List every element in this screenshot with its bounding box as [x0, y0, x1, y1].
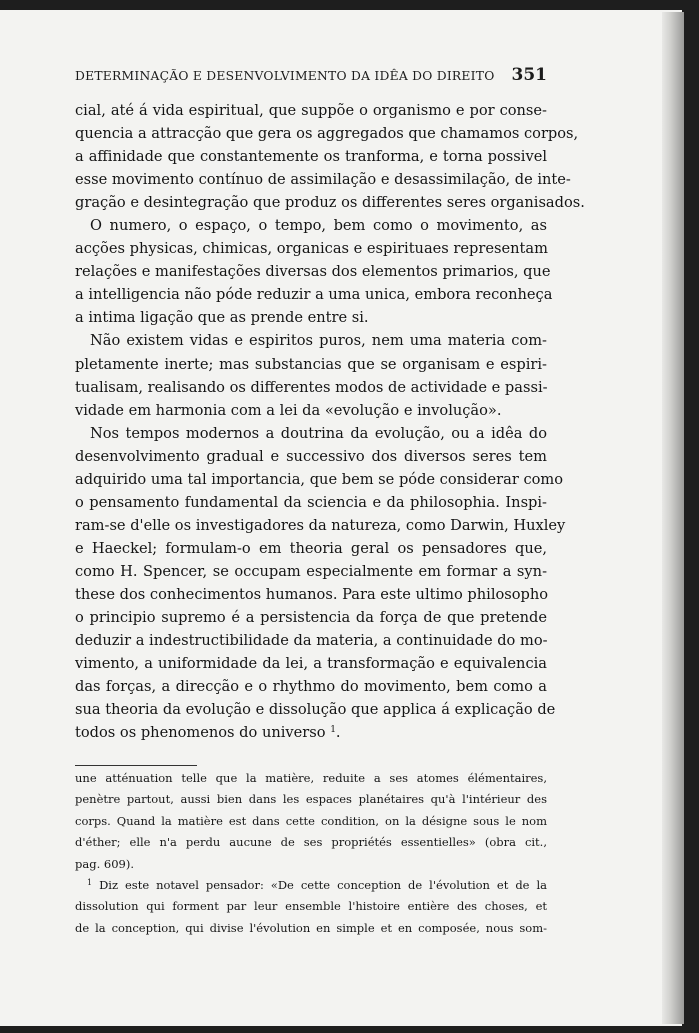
text-line: adquirido uma tal importancia, que bem se póde considerar como [75, 470, 564, 488]
footnote-line: penètre partout, aussi bien dans les espaces planétaires qu'à l'intérieur des [75, 792, 547, 807]
footnote-line: d'éther; elle n'a perdu aucune de ses propriétés essentielles» (obra cit., [75, 835, 547, 850]
footnote-rule [75, 765, 197, 766]
text-line: esse movimento contínuo de assimilação e desassimilação, de inte- [75, 171, 571, 189]
sentence-end: . [335, 724, 341, 742]
footnote-line-content: Diz este notavel pensador: «De cette conception de l'évolution et de la [99, 877, 547, 892]
text-line: sua theoria da evolução e dissolução que applica á explicação de [75, 701, 556, 719]
page-number: 351 [511, 65, 547, 85]
text-line: quencia a attracção que gera os aggregados que chamamos corpos, [75, 125, 579, 143]
text-line: acções physicas, chimicas, organicas e espirituaes representam [75, 240, 548, 258]
text-line: ram-se d'elle os investigadores da natureza, como Darwin, Huxley [75, 516, 566, 534]
text-line: relações e manifestações diversas dos elementos primarios, que [75, 263, 551, 281]
text-line: o pensamento fundamental da sciencia e da philosophia. Inspi- [75, 493, 547, 511]
footnote-line: de la conception, qui divise l'évolution en simple et en composée, nous som- [75, 920, 547, 935]
page-edge [662, 12, 684, 1024]
text-line: e Haeckel; formulam-o em theoria geral os pensadores que, [75, 539, 547, 557]
footnote-marker: 1 [87, 877, 93, 887]
text-line: das forças, a direcção e o rhythmo do movimento, bem como a [75, 678, 547, 696]
running-header [75, 66, 547, 88]
footnotes [75, 768, 547, 939]
text-line: O numero, o espaço, o tempo, bem como o movimento, as [90, 217, 547, 235]
text-line: deduzir a indestructibilidade da materia, a continuidade do mo- [75, 632, 548, 650]
footnote-line: corps. Quand la matière est dans cette condition, on la désigne sous le nom [75, 813, 547, 828]
text-line: a intima ligação que as prende entre si. [75, 309, 369, 327]
text-line: Não existem vidas e espiritos puros, nem uma materia com- [90, 332, 547, 350]
text-line: vidade em harmonia com a lei da «evolução e involução». [75, 401, 502, 419]
main-text [75, 99, 585, 744]
text-line: Nos tempos modernos a doutrina da evolução, ou a idêa do [90, 424, 547, 442]
footnote-line: pag. 609). [75, 856, 134, 871]
text-line-final [75, 721, 547, 744]
text-line: pletamente inerte; mas substancias que se organisam e espiri- [75, 355, 547, 373]
text-line: desenvolvimento gradual e successivo dos diversos seres tem [75, 447, 547, 465]
footnote-line: une atténuation telle que la matière, reduite a ses atomes élémentaires, [75, 771, 547, 785]
text-line: o principio supremo é a persistencia da força de que pretende [75, 609, 547, 627]
text-line-content: todos os phenomenos do universo [75, 724, 326, 742]
text-line: como H. Spencer, se occupam especialmente em formar a syn- [75, 562, 547, 580]
text-line: a intelligencia não póde reduzir a uma unica, embora reconheça [75, 286, 553, 304]
text-line: vimento, a uniformidade da lei, a transformação e equivalencia [75, 655, 547, 673]
text-line: these dos conhecimentos humanos. Para este ultimo philosopho [75, 585, 549, 603]
running-title: DETERMINAÇÃO E DESENVOLVIMENTO DA IDÊA DO DIREITO [75, 69, 495, 83]
text-line: cial, até á vida espiritual, que suppõe o organismo e por conse- [75, 102, 547, 119]
text-line: a affinidade que constantemente os tranforma, e torna possivel [75, 148, 547, 166]
footnote-line-first [75, 875, 547, 896]
text-line: tualisam, realisando os differentes modos de actividade e passi- [75, 378, 548, 396]
footnote-line: dissolution qui forment par leur ensemble l'histoire entière des choses, et [75, 899, 547, 914]
text-line: gração e desintegração que produz os differentes seres organisados. [75, 194, 585, 212]
footnote-ref: 1 [330, 725, 336, 736]
